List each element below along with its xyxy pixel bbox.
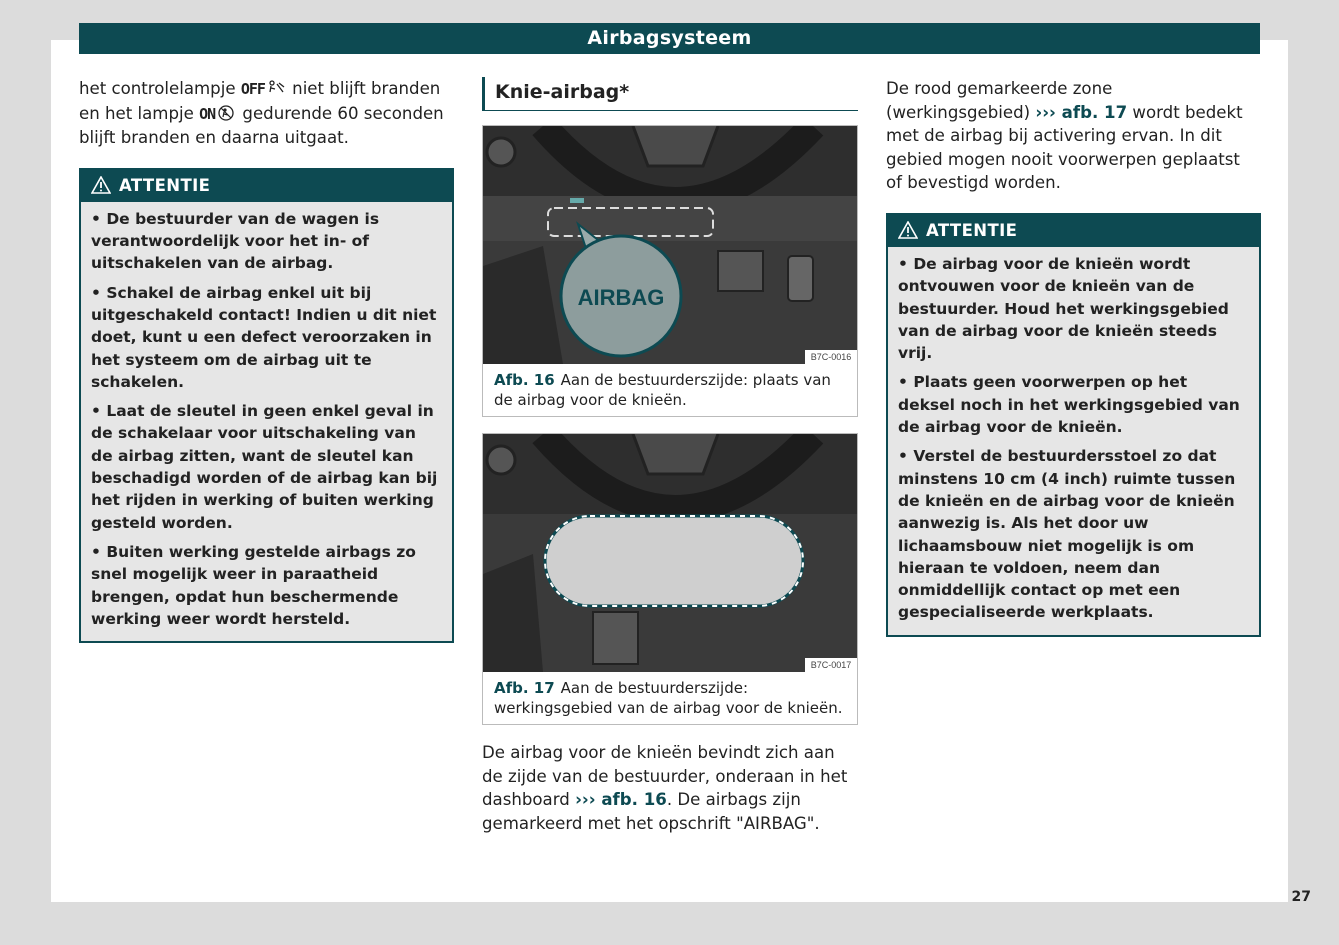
figure-label: Afb. 16 bbox=[494, 371, 555, 389]
body-paragraph: De rood gemarkeerde zone (werkingsgebied) ››› afb. 17 wordt bedekt met de airbag bij activering ervan. In dit gebied mogen nooit voorwerpen geplaatst of bevestigd worden. bbox=[886, 79, 1243, 193]
passenger-airbag-on-icon bbox=[217, 105, 235, 121]
warning-header: ATTENTIE bbox=[888, 215, 1259, 247]
figure-caption: Afb. 16 Aan de bestuurderszijde: plaats van de airbag voor de knieën. bbox=[494, 371, 831, 409]
warning-triangle-icon bbox=[898, 221, 918, 239]
figure-16 bbox=[482, 125, 858, 417]
knee-airbag-deployment-illustration bbox=[483, 434, 857, 672]
column-middle bbox=[482, 77, 858, 835]
page-header: Airbagsysteem bbox=[79, 23, 1260, 54]
figure-label: Afb. 17 bbox=[494, 679, 555, 697]
column-left bbox=[79, 77, 454, 643]
figure-caption: Afb. 17 Aan de bestuurderszijde: werkingsgebied van de airbag voor de knieën. bbox=[494, 679, 843, 717]
warning-item: • Verstel de bestuurdersstoel zo dat minstens 10 cm (4 inch) ruimte tussen de knieën en de airbag voor de knieën aanwezig is. Als het door uw lichaamsbouw niet mogelijk is om hieraan te voldoen, neem dan onmiddellijk contact op met een gespecialiseerde werkplaats. bbox=[898, 445, 1249, 623]
lamp-off-label: OFF bbox=[240, 80, 265, 98]
warning-item: • De bestuurder van de wagen is verantwoordelijk voor het in- of uitschakelen van de airbag. bbox=[91, 208, 442, 275]
figure-code: B7C-0017 bbox=[810, 660, 852, 670]
warning-item: • Buiten werking gestelde airbags zo snel mogelijk weer in paraatheid brengen, opdat hun beschermende werking weer wordt hersteld. bbox=[91, 541, 442, 630]
body-paragraph: De airbag voor de knieën bevindt zich aan de zijde van de bestuurder, onderaan in het dashboard ››› afb. 16. De airbags zijn gemarkeerd met het opschrift "AIRBAG". bbox=[482, 743, 848, 833]
figure-link[interactable]: ››› afb. 16 bbox=[575, 790, 667, 810]
column-right bbox=[886, 77, 1261, 637]
warning-item: • Schakel de airbag enkel uit bij uitgeschakeld contact! Indien u dit niet doet, kunt u een defect veroorzaken in het systeem om de airbag uit te schakelen. bbox=[91, 282, 442, 393]
warning-item: • Laat de sleutel in geen enkel geval in de schakelaar voor uitschakeling van de airbag zitten, want de sleutel kan beschadigd worden of de airbag kan bij het rijden in werking of buiten werking gesteld worden. bbox=[91, 400, 442, 534]
intro-paragraph: het controlelampje OFF niet blijft branden en het lampje ON gedurende 60 seconden blijft branden en daarna uitgaat. bbox=[79, 79, 444, 148]
lamp-on-label: ON bbox=[199, 104, 216, 123]
knee-airbag-location-illustration bbox=[483, 126, 857, 364]
warning-box-left bbox=[79, 168, 454, 643]
warning-triangle-icon bbox=[91, 176, 111, 194]
passenger-airbag-off-icon bbox=[267, 80, 285, 96]
warning-item: • Plaats geen voorwerpen op het deksel noch in het werkingsgebied van de airbag voor de knieën. bbox=[898, 371, 1249, 438]
page-number: 27 bbox=[1291, 889, 1311, 905]
figure-link[interactable]: ››› afb. 17 bbox=[1035, 102, 1128, 122]
warning-header: ATTENTIE bbox=[81, 170, 452, 202]
bubble-airbag-label: AIRBAG bbox=[577, 285, 665, 310]
figure-code: B7C-0016 bbox=[810, 352, 852, 362]
section-heading: Knie-airbag* bbox=[482, 77, 858, 111]
warning-item: • De airbag voor de knieën wordt ontvouwen voor de knieën van de bestuurder. Houd het werkingsgebied van de airbag voor de knieën steeds vrij. bbox=[898, 253, 1249, 364]
warning-box-right bbox=[886, 213, 1261, 637]
figure-17 bbox=[482, 433, 858, 725]
